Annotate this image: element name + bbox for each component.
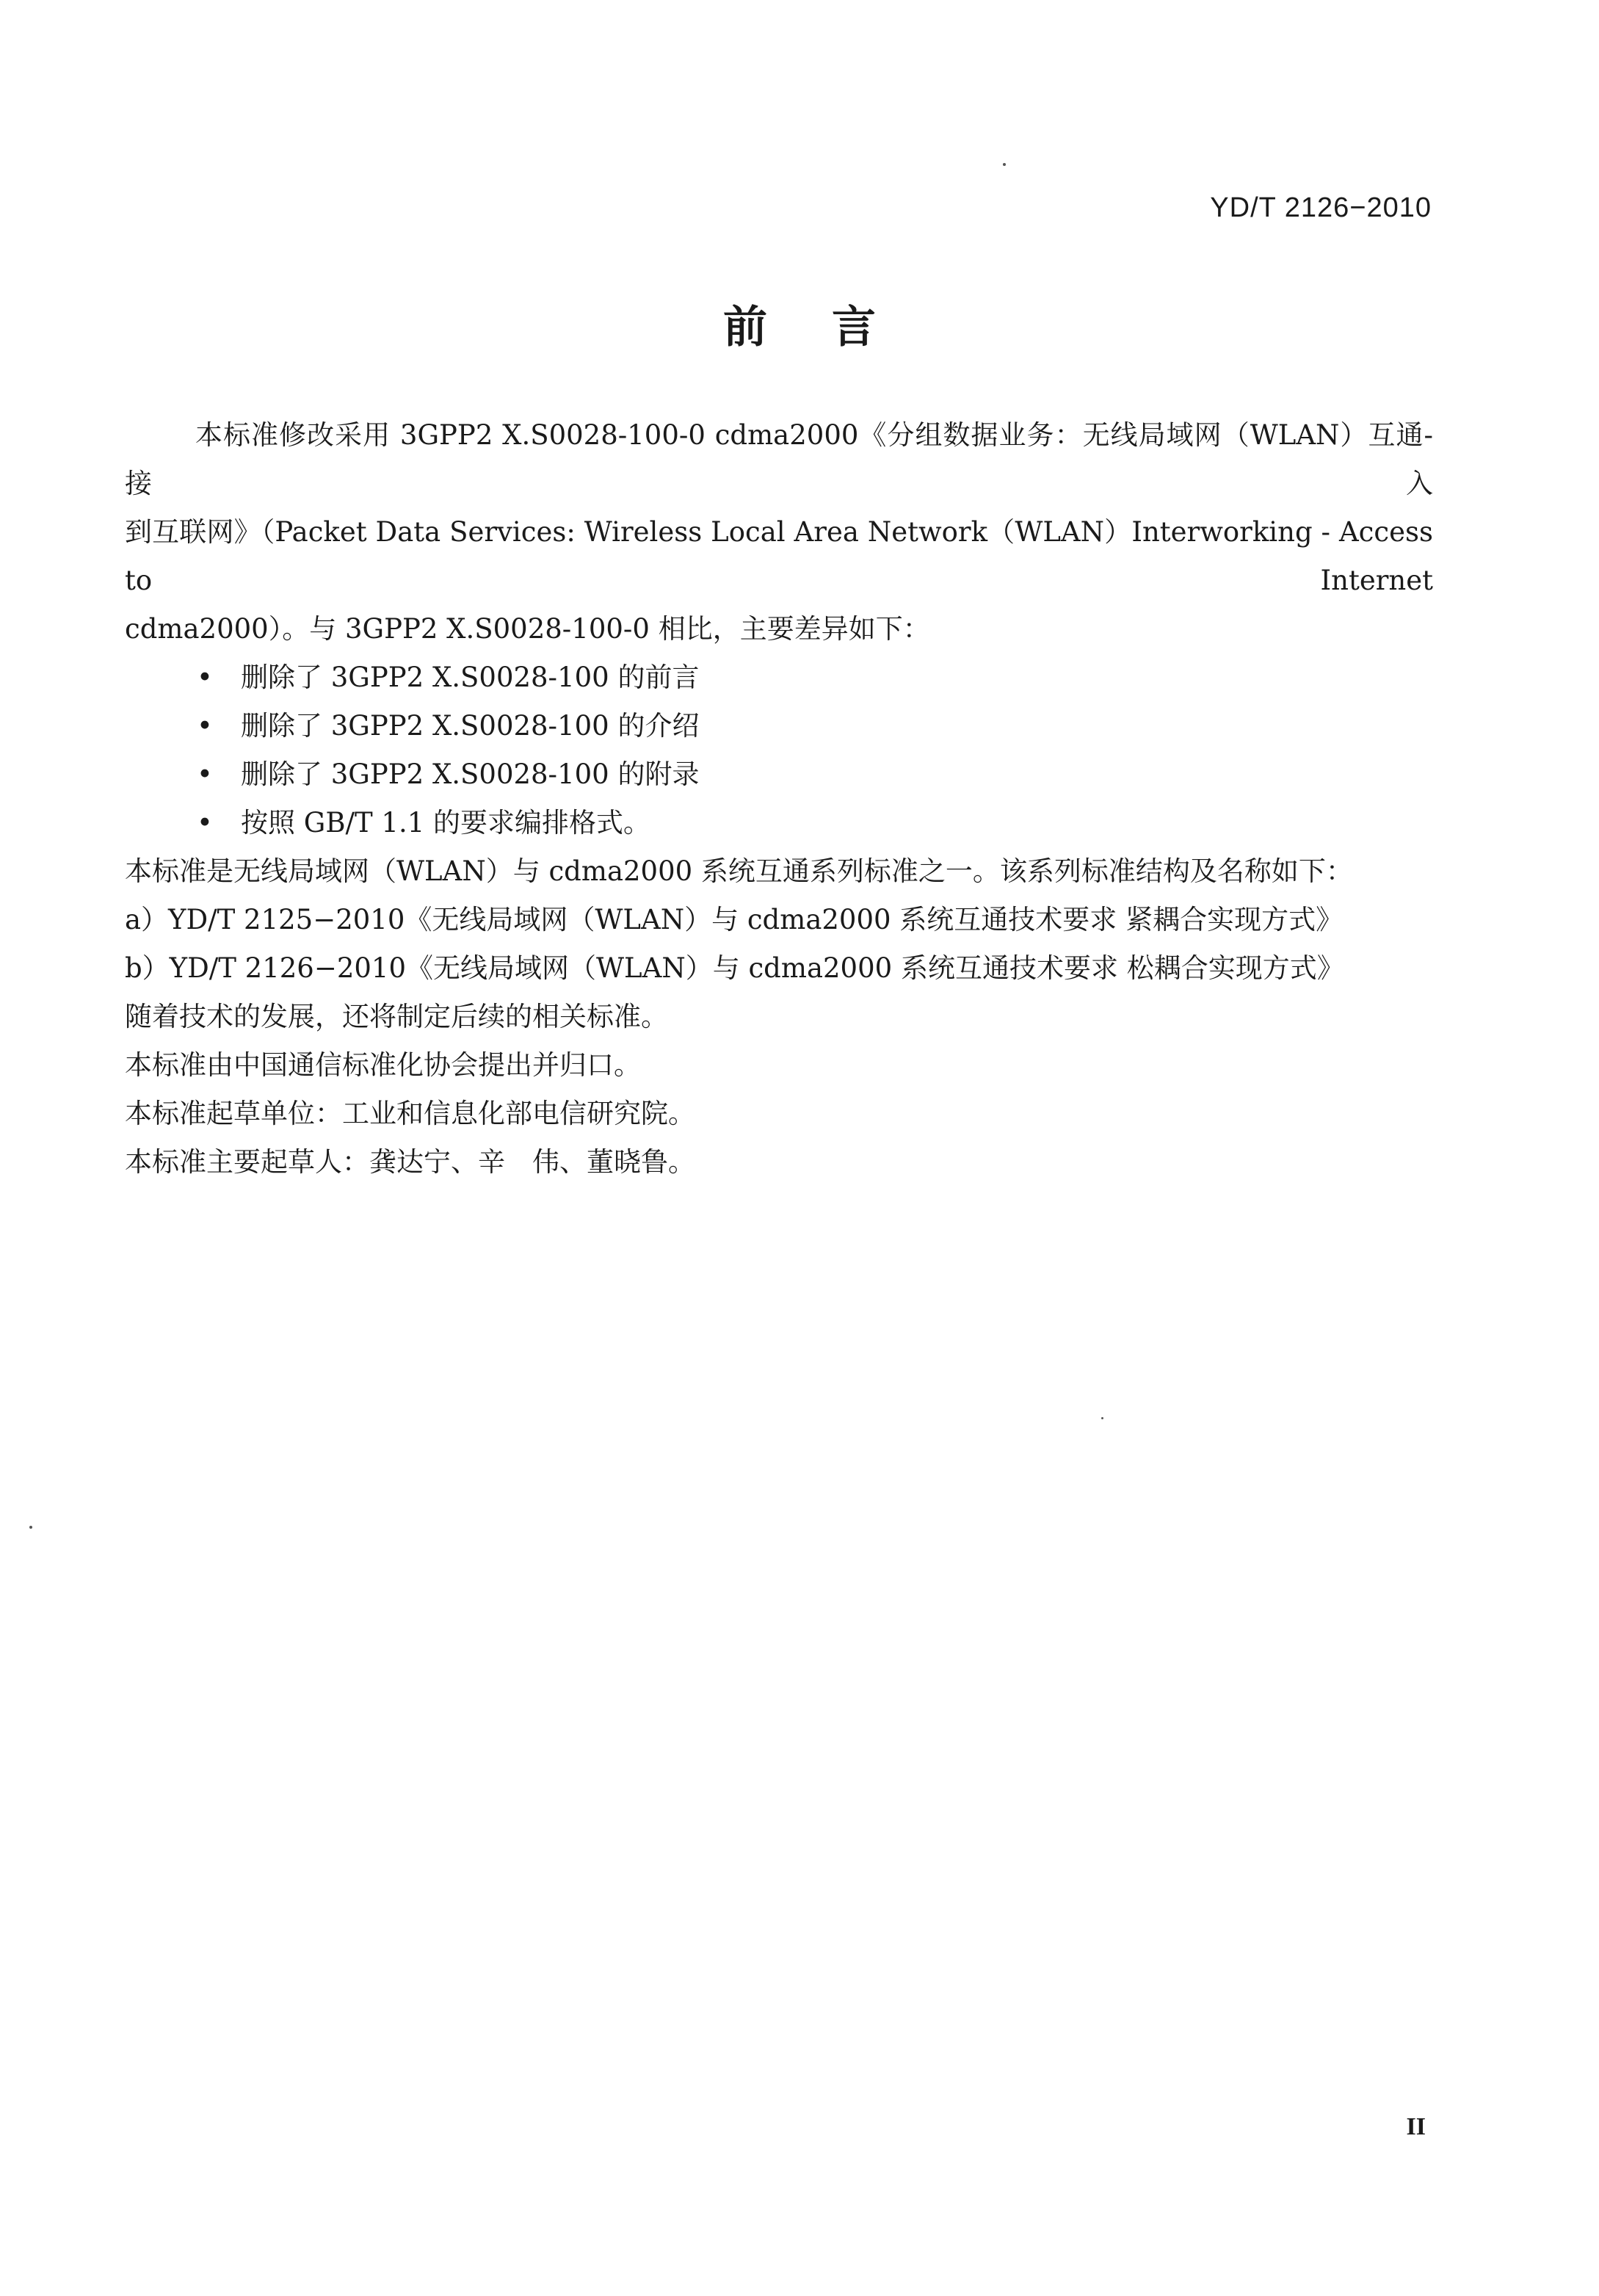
- scan-speck: [1003, 163, 1006, 166]
- bullet-icon: •: [197, 758, 213, 790]
- scan-speck: [29, 1526, 32, 1529]
- list-item: [125, 799, 1433, 847]
- list-item-text: 删除了 3GPP2 X.S0028-100 的前言: [241, 662, 700, 693]
- series-intro: 本标准是无线局域网（WLAN）与 cdma2000 系统互通系列标准之一。该系列标准结构及名称如下：: [125, 855, 1353, 887]
- bullet-icon: •: [197, 662, 213, 693]
- list-item-text: 删除了 3GPP2 X.S0028-100 的介绍: [241, 710, 700, 742]
- list-item: [125, 653, 1433, 702]
- intro-paragraph-line-1: 本标准修改采用 3GPP2 X.S0028-100-0 cdma2000《分组数据业务：无线局域网（WLAN）互通-接入: [125, 419, 1433, 499]
- future-standards: 随着技术的发展，还将制定后续的相关标准。: [125, 1001, 668, 1032]
- series-item-a: a）YD/T 2125−2010《无线局域网（WLAN）与 cdma2000 系统互通技术要求 紧耦合实现方式》: [125, 904, 1344, 935]
- standard-code: YD/T 2126−2010: [1210, 192, 1432, 223]
- intro-paragraph-line-2: 到互联网》（Packet Data Services: Wireless Local Area Network（WLAN）Interworking - Access to Internet: [125, 516, 1433, 596]
- bullet-icon: •: [197, 710, 213, 742]
- differences-list: [125, 653, 1433, 847]
- list-item: [125, 750, 1433, 799]
- proposer-statement: 本标准由中国通信标准化协会提出并归口。: [125, 1049, 641, 1081]
- foreword-body: [125, 411, 1433, 1187]
- series-item-b: b）YD/T 2126−2010《无线局域网（WLAN）与 cdma2000 系统互通技术要求 松耦合实现方式》: [125, 952, 1344, 984]
- list-item: [125, 702, 1433, 750]
- scan-speck: [1101, 1417, 1103, 1419]
- drafting-unit: 本标准起草单位：工业和信息化部电信研究院。: [125, 1098, 695, 1129]
- intro-paragraph-line-3: cdma2000）。与 3GPP2 X.S0028-100-0 相比，主要差异如下：: [125, 613, 930, 645]
- list-item-text: 删除了 3GPP2 X.S0028-100 的附录: [241, 758, 700, 790]
- list-item-text: 按照 GB/T 1.1 的要求编排格式。: [241, 807, 651, 839]
- page-title: 前言: [723, 302, 940, 353]
- drafters: 本标准主要起草人：龚达宁、辛 伟、董晓鲁。: [125, 1146, 695, 1178]
- page-number: II: [1406, 2113, 1426, 2140]
- bullet-icon: •: [197, 807, 213, 839]
